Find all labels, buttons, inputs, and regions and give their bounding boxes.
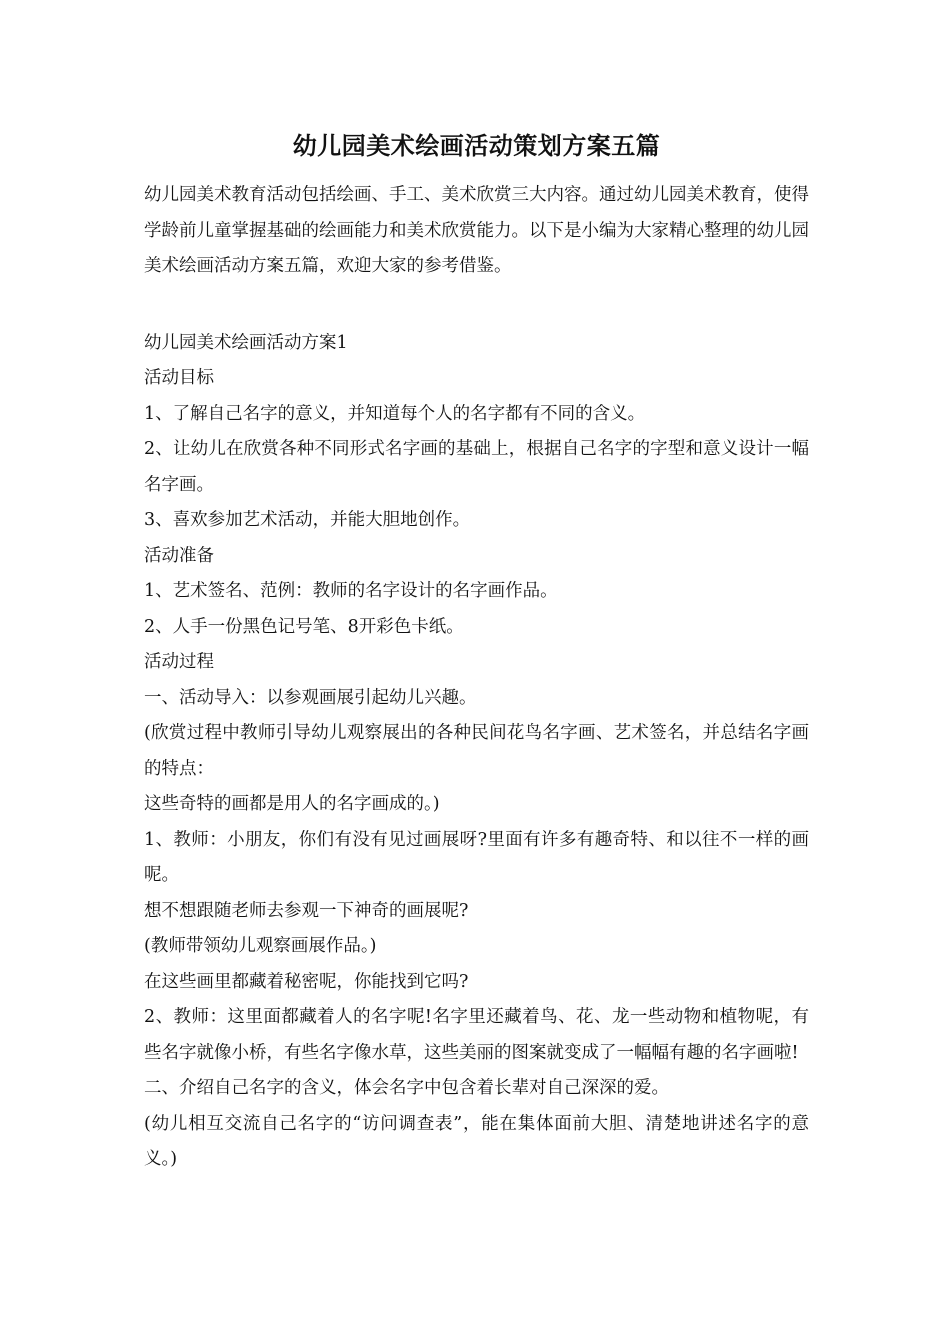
body-line: (欣赏过程中教师引导幼儿观察展出的各种民间花鸟名字画、艺术签名，并总结名字画的特点： bbox=[144, 723, 809, 779]
body-line: 想不想跟随老师去参观一下神奇的画展呢? bbox=[144, 900, 469, 921]
document-page bbox=[144, 128, 809, 1178]
body-line: 3、喜欢参加艺术活动，并能大胆地创作。 bbox=[144, 510, 471, 530]
body-line: 在这些画里都藏着秘密呢，你能找到它吗? bbox=[144, 971, 469, 992]
body-line: 1、教师：小朋友，你们有没有见过画展呀?里面有许多有趣奇特、和以往不一样的画呢。 bbox=[144, 829, 809, 885]
subsection-heading: 活动目标 bbox=[144, 368, 214, 388]
intro-paragraph: 幼儿园美术教育活动包括绘画、手工、美术欣赏三大内容。通过幼儿园美术教育，使得学龄前儿童掌握基础的绘画能力和美术欣赏能力。以下是小编为大家精心整理的幼儿园美术绘画活动方案五篇，欢迎大家的参考借鉴。 bbox=[144, 185, 809, 276]
body-line: (幼儿相互交流自己名字的“访问调查表”，能在集体面前大胆、清楚地讲述名字的意义。) bbox=[144, 1113, 809, 1169]
body-line: 2、教师：这里面都藏着人的名字呢!名字里还藏着鸟、花、龙一些动物和植物呢，有些名字就像小桥，有些名字像水草，这些美丽的图案就变成了一幅幅有趣的名字画啦! bbox=[144, 1007, 809, 1063]
body-line: 二、介绍自己名字的含义，体会名字中包含着长辈对自己深深的爱。 bbox=[144, 1078, 669, 1098]
body-line: 1、艺术签名、范例：教师的名字设计的名字画作品。 bbox=[144, 581, 558, 601]
section-spacer bbox=[144, 285, 809, 326]
body-line: (教师带领幼儿观察画展作品。) bbox=[144, 936, 377, 956]
subsection-heading: 活动准备 bbox=[144, 545, 214, 566]
body-line: 2、人手一份黑色记号笔、8开彩色卡纸。 bbox=[144, 616, 464, 637]
body-line: 一、活动导入：以参观画展引起幼儿兴趣。 bbox=[144, 687, 477, 708]
document-title: 幼儿园美术绘画活动策划方案五篇 bbox=[292, 131, 661, 160]
subsection-heading: 活动过程 bbox=[144, 652, 214, 672]
section-heading: 幼儿园美术绘画活动方案1 bbox=[144, 332, 348, 353]
body-line: 这些奇特的画都是用人的名字画成的。) bbox=[144, 794, 440, 814]
body-line: 2、让幼儿在欣赏各种不同形式名字画的基础上，根据自己名字的字型和意义设计一幅名字画。 bbox=[144, 439, 809, 495]
body-line: 1、了解自己名字的意义，并知道每个人的名字都有不同的含义。 bbox=[144, 403, 646, 424]
